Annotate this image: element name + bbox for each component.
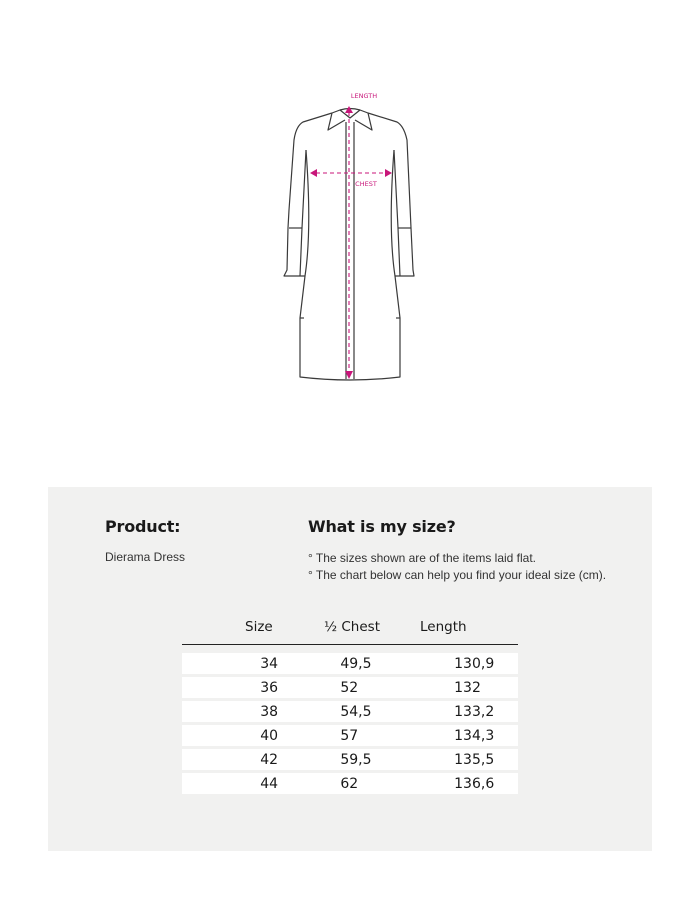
- table-row: [182, 749, 518, 770]
- chest-arrow-right: [385, 169, 392, 177]
- table-row: [182, 725, 518, 746]
- cell-size: 34: [260, 655, 279, 672]
- size-table: [182, 619, 518, 794]
- cell-half-chest: 62: [340, 775, 359, 792]
- size-note: ° The chart below can help you find your ideal size (cm).: [308, 568, 607, 582]
- size-heading: What is my size?: [308, 517, 456, 536]
- chest-arrow-left: [310, 169, 317, 177]
- size-table-body: [182, 653, 518, 794]
- cell-length: 130,9: [454, 655, 495, 672]
- column-header-size: Size: [245, 619, 273, 635]
- table-row: [182, 653, 518, 674]
- table-row: [182, 773, 518, 794]
- length-arrow-top: [345, 106, 353, 113]
- cell-half-chest: 57: [340, 727, 359, 744]
- cell-length: 134,3: [454, 727, 495, 744]
- cell-half-chest: 54,5: [340, 703, 372, 720]
- cell-size: 40: [260, 727, 279, 744]
- size-info-panel: [48, 487, 652, 851]
- product-heading: Product:: [105, 517, 181, 536]
- cell-length: 135,5: [454, 751, 495, 768]
- chest-label: CHEST: [355, 180, 377, 188]
- cell-size: 42: [260, 751, 279, 768]
- cell-length: 136,6: [454, 775, 495, 792]
- cell-size: 44: [260, 775, 279, 792]
- size-table-header: [182, 619, 518, 645]
- cell-length: 132: [454, 679, 481, 696]
- column-header-half-chest: ½ Chest: [324, 619, 380, 635]
- product-name: Dierama Dress: [105, 550, 186, 564]
- table-row: [182, 677, 518, 698]
- length-label: LENGTH: [350, 92, 378, 100]
- cell-half-chest: 52: [340, 679, 359, 696]
- size-notes: [308, 550, 606, 584]
- cell-size: 36: [260, 679, 279, 696]
- table-row: [182, 701, 518, 722]
- cell-half-chest: 49,5: [340, 655, 372, 672]
- cell-size: 38: [260, 703, 279, 720]
- measurement-guides: [310, 106, 392, 379]
- cell-half-chest: 59,5: [340, 751, 372, 768]
- column-header-length: Length: [420, 619, 467, 635]
- size-note: ° The sizes shown are of the items laid flat.: [308, 551, 537, 565]
- dress-measurement-illustration: [0, 0, 700, 440]
- cell-length: 133,2: [454, 703, 495, 720]
